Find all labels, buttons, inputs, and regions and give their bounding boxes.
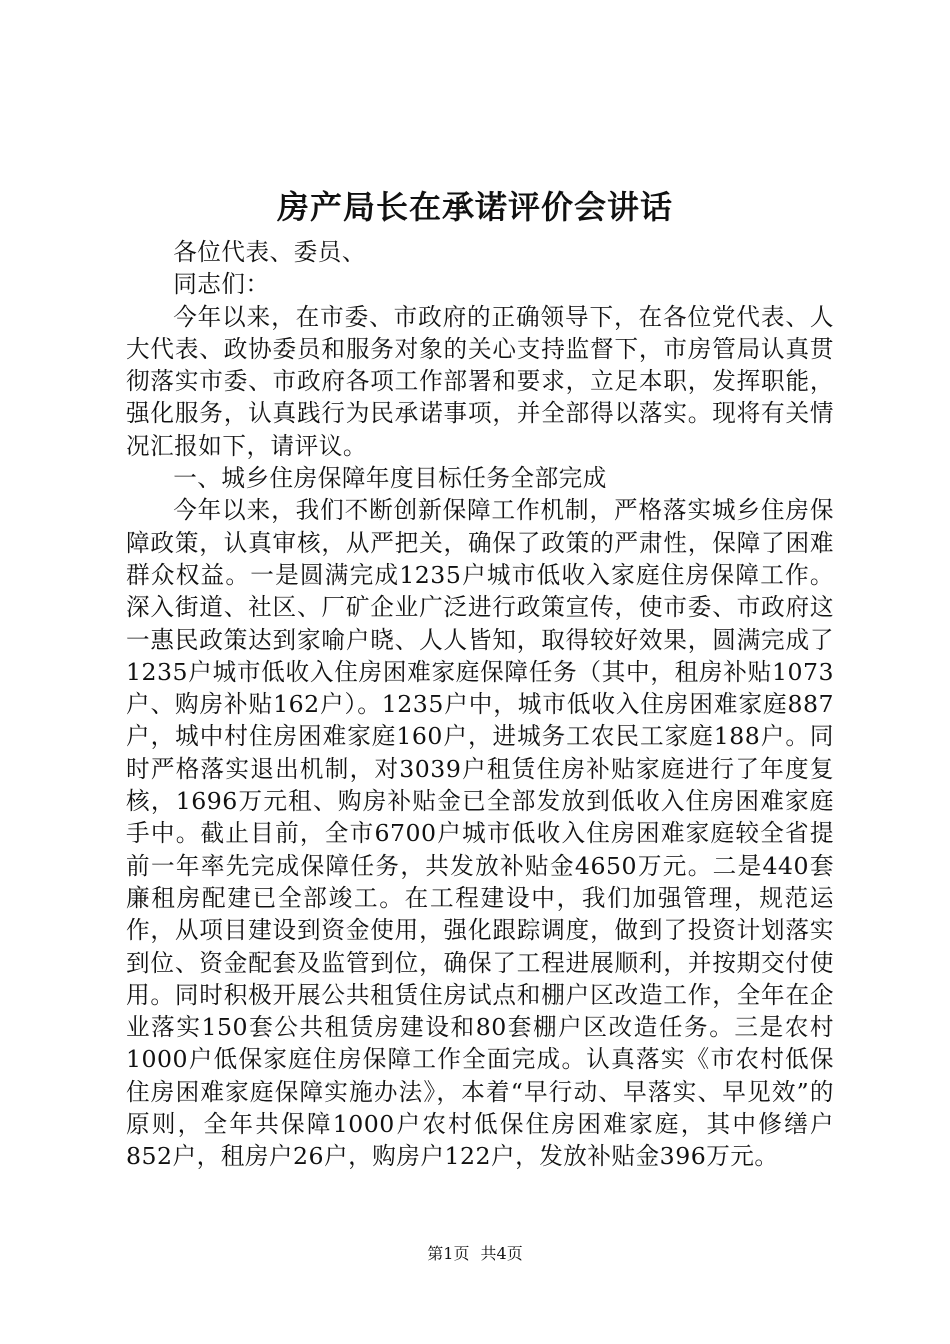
section-paragraph-1: 今年以来，我们不断创新保障工作机制，严格落实城乡住房保障政策，认真审核，从严把关，确保了政策的严肃性，保障了困难群众权益。一是圆满完成1235户城市低收入家庭住房保障工作。深入街道、社区、厂矿企业广泛进行政策宣传，使市委、市政府这一惠民政策达到家喻户晓、人人皆知，取得较好效果，圆满完成了1235户城市低收入住房困难家庭保障任务（其中，租房补贴1073户、购房补贴162户）。1235户中，城市低收入住房困难家庭887户，城中村住房困难家庭160户，进城务工农民工家庭188户。同时严格落实退出机制，对3039户租赁住房补贴家庭进行了年度复核，1696万元租、购房补贴金已全部发放到低收入住房困难家庭手中。截止目前，全市6700户城市低收入住房困难家庭较全省提前一年率先完成保障任务，共发放补贴金4650万元。二是440套廉租房配建已全部竣工。在工程建设中，我们加强管理，规范运作，从项目建设到资金使用，强化跟踪调度，做到了投资计划落实到位、资金配套及监管到位，确保了工程进展顺利，并按期交付使用。同时积极开展公共租赁住房试点和棚户区改造工作，全年在企业落实150套公共租赁房建设和80套棚户区改造任务。三是农村1000户低保家庭住房保障工作全面完成。认真落实《市农村低保住房困难家庭保障实施办法》，本着“早行动、早落实、早见效”的原则，全年共保障1000户农村低保住房困难家庭，其中修缮户852户，租房户26户，购房户122户，发放补贴金396万元。 <box>126 496 834 1171</box>
document-title: 房产局长在承诺评价会讲话 <box>276 188 673 226</box>
section-heading-1: 一、城乡住房保障年度目标任务全部完成 <box>173 464 607 493</box>
document-body <box>126 236 834 1173</box>
page-number-footer: 第1页 共4页 <box>427 1244 523 1263</box>
salutation-line-2: 同志们： <box>173 270 270 299</box>
intro-paragraph: 今年以来，在市委、市政府的正确领导下，在各位党代表、人大代表、政协委员和服务对象的关心支持监督下，市房管局认真贯彻落实市委、市政府各项工作部署和要求，立足本职，发挥职能，强化服务，认真践行为民承诺事项，并全部得以落实。现将有关情况汇报如下，请评议。 <box>126 302 834 460</box>
salutation-line-1: 各位代表、委员、 <box>173 238 366 266</box>
